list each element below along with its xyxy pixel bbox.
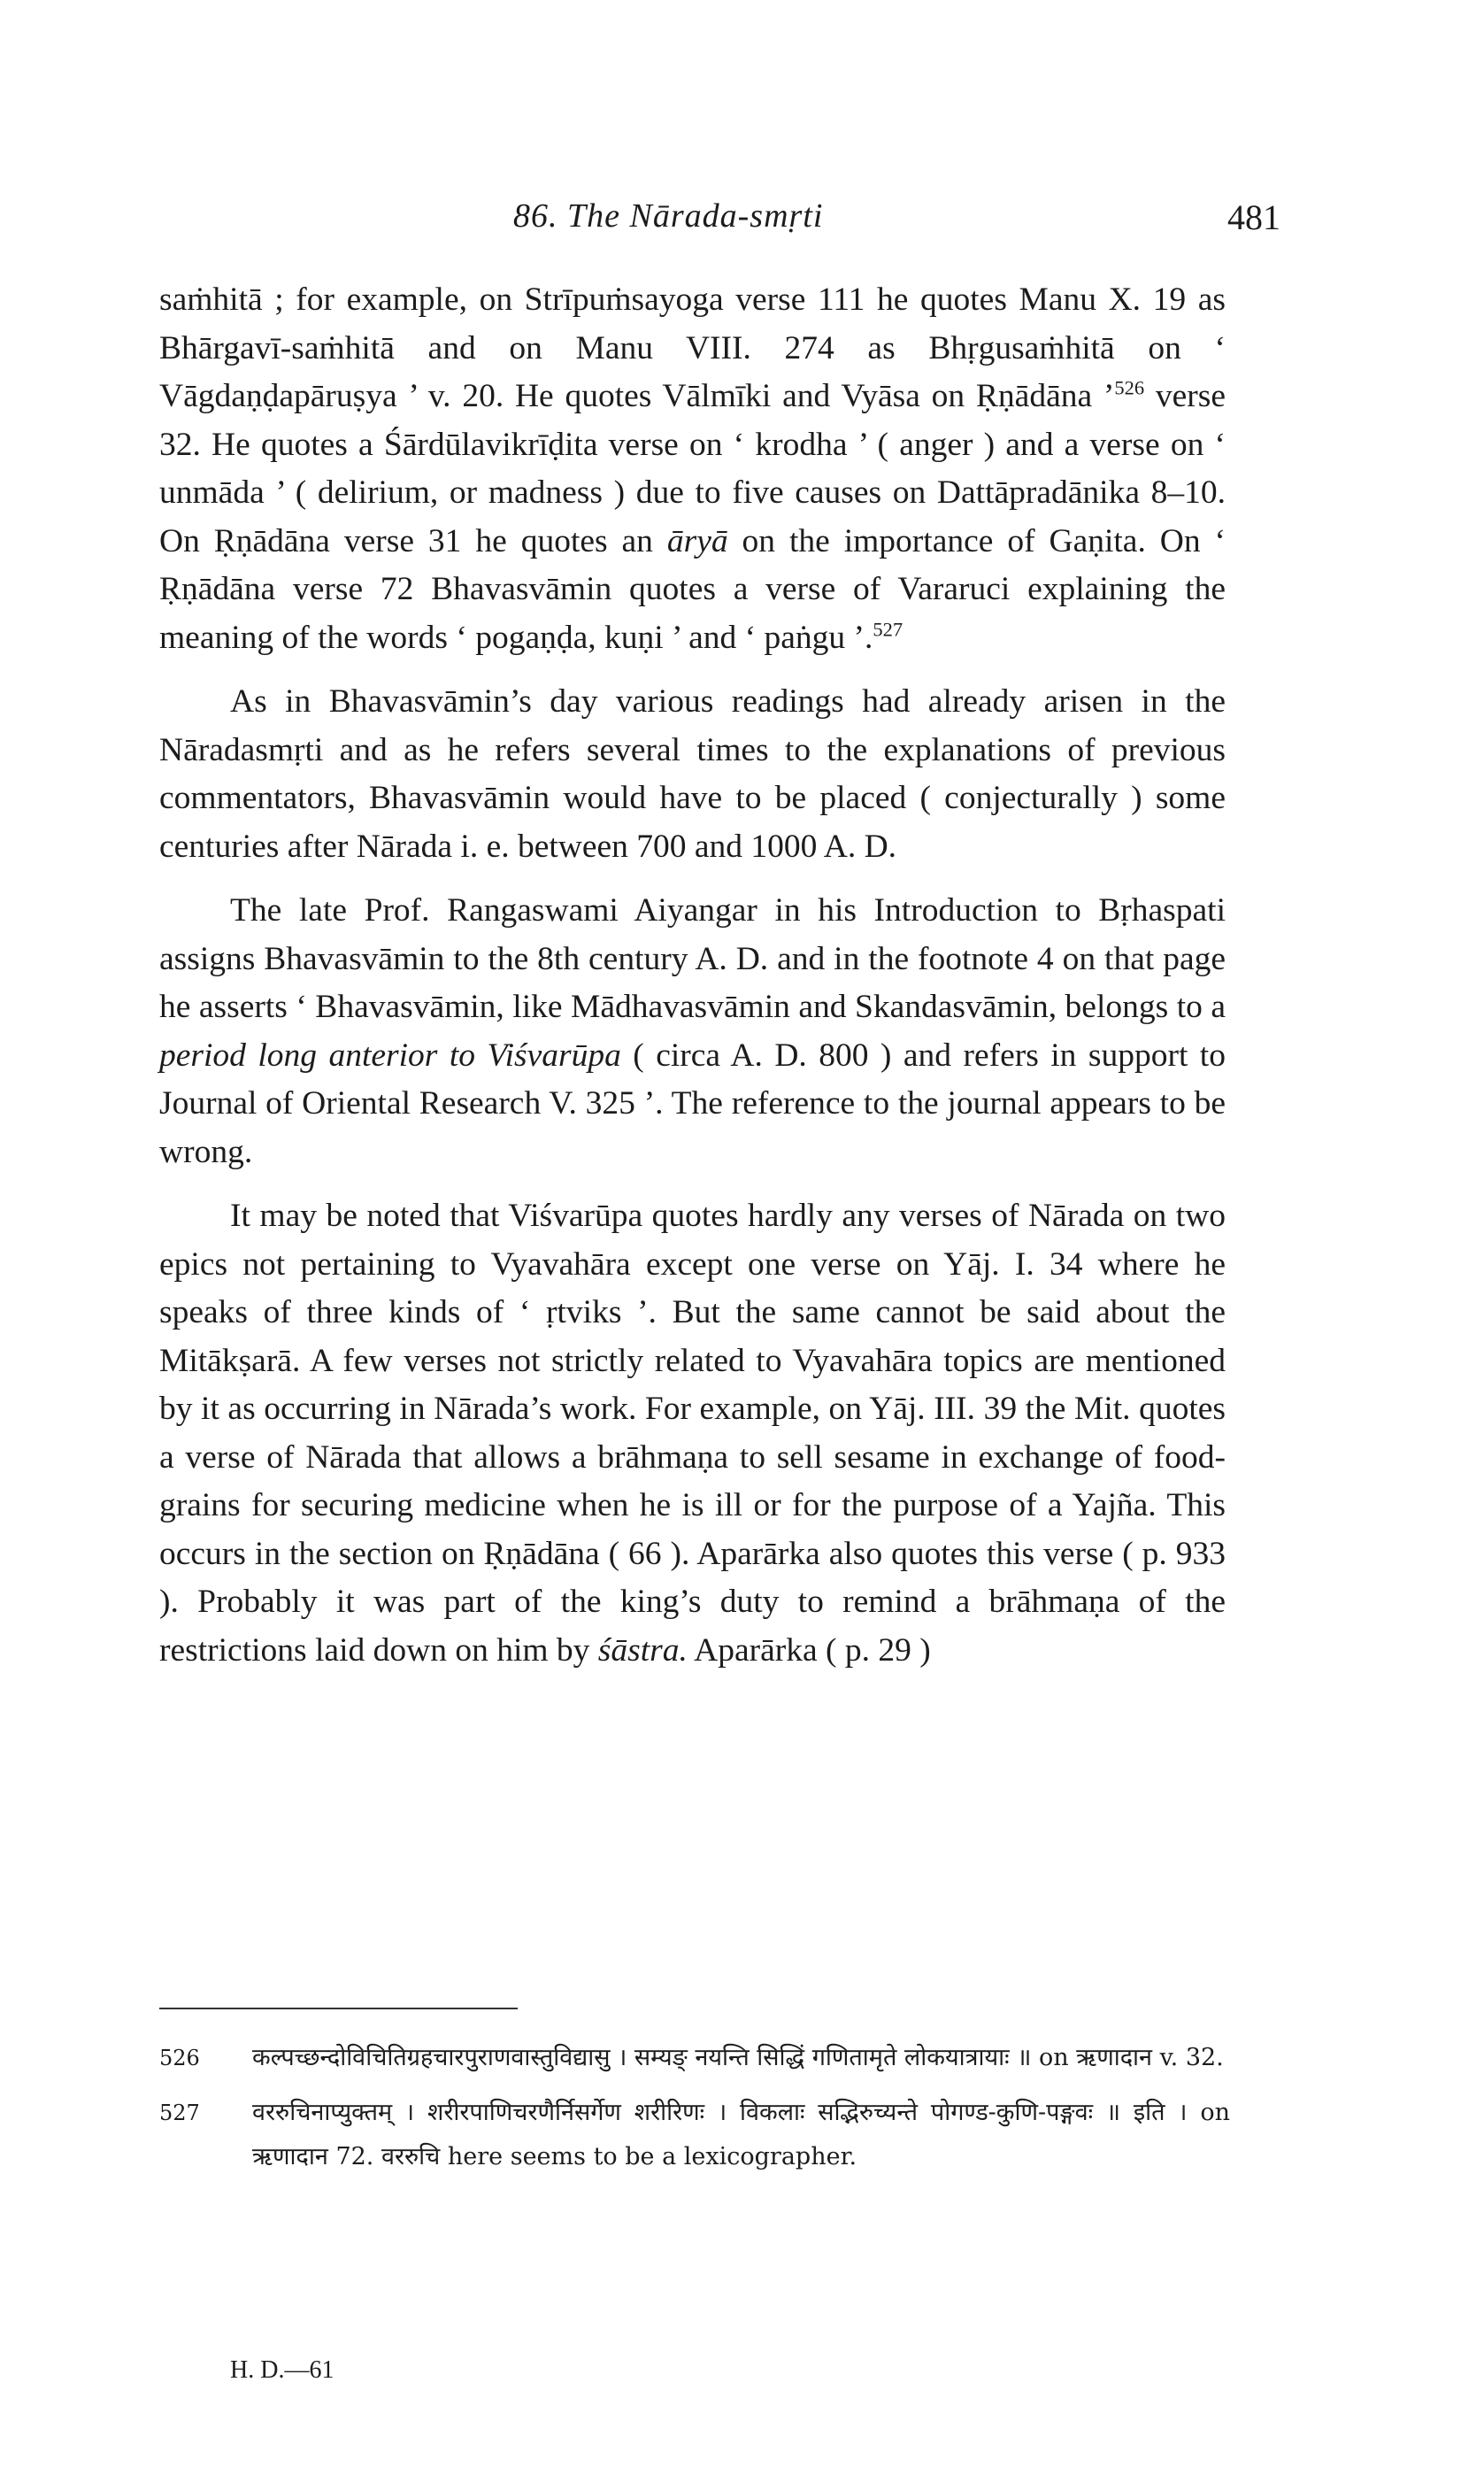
text-run: As in Bhavasvāmin’s day various readings had already arisen in the Nāradasmṛti and as he refers several times to the explanations of previous commentators, Bhavasvāmin would have to be placed ( conjecturally ) some centuries after Nārada i. e. between 700 and 1000 A. D.: [159, 683, 1226, 865]
text-run: ( circa A. D. 800 ) and refers in support to Journal of Oriental Research V. 325 ’. The reference to the journal appears to be wrong.: [159, 1037, 1226, 1170]
footnote-number: 527: [159, 2101, 200, 2125]
italic-text: period long anterior to Viśvarūpa: [159, 1037, 621, 1074]
footnote-number: 526: [159, 2046, 200, 2070]
footnote-text: [252, 2091, 1230, 2179]
paragraph: [159, 276, 1226, 662]
page-number: 481: [1227, 197, 1280, 237]
footnote-text: [252, 2036, 1230, 2080]
text-run: saṁhitā ; for example, on Strīpuṁsayoga verse 111 he quotes Manu X. 19 as Bhārgavī-saṁhitā and on Manu VIII. 274 as Bhṛgusaṁhitā on ‘ Vāgdaṇḍapāruṣya ’ v. 20. He quotes Vālmīki and Vyāsa on Ṛṇādāna ’: [159, 281, 1226, 414]
signature-mark: H. D.—61: [230, 2356, 334, 2384]
running-header: [159, 197, 1280, 246]
paragraph: [159, 887, 1226, 1176]
body-text: [159, 276, 1226, 1691]
text-run: The late Prof. Rangaswami Aiyangar in his Introduction to Bṛhaspati assigns Bhavasvāmin to the 8th century A. D. and in the footnote 4 on that page he asserts ‘ Bhavasvāmin, like Mādhavasvāmin and Skandasvāmin, belongs to a: [159, 892, 1226, 1025]
footnotes: [159, 2036, 1230, 2190]
text-run: Aparārka ( p. 29 ): [687, 1631, 931, 1669]
italic-text: āryā: [666, 522, 728, 559]
paragraph: [159, 678, 1226, 871]
footnote: [159, 2036, 1230, 2080]
running-title: 86. The Nārada-smṛti: [513, 197, 824, 235]
text-run: वररुचिनाप्युक्तम् । शरीरपाणिचरणैर्निसर्गेण शरीरिणः । विकलाः सद्भिरुच्यन्ते पोगण्ड-कुणि-पङ्गवः ॥ इति । on ऋणादान 72. वररुचि here seems to be a lexicographer.: [252, 2099, 1230, 2170]
footnote: [159, 2091, 1230, 2179]
footnote-divider: [159, 2008, 518, 2009]
text-run: verse 32. He quotes a Śārdūlavikrīḍita verse on ‘ krodha ’ ( anger ) and a verse on ‘ unmāda ’ ( delirium, or madness ) due to five causes on Dattāpradānika 8–10. On Ṛṇādāna verse 31 he quotes an: [159, 378, 1226, 559]
italic-text: śāstra.: [597, 1631, 688, 1669]
text-run: कल्पच्छन्दोविचितिग्रहचारपुराणवास्तुविद्यासु । सम्यङ् नयन्ति सिद्धिं गणितामृते लोकयात्रायाः ॥ on ऋणादान v. 32.: [252, 2044, 1224, 2071]
footnote-ref: 526: [1114, 376, 1145, 399]
footnote-ref: 527: [873, 618, 903, 640]
paragraph: [159, 1192, 1226, 1675]
text-run: It may be noted that Viśvarūpa quotes hardly any verses of Nārada on two epics not pertaining to Vyavahāra except one verse on Yāj. I. 34 where he speaks of three kinds of ‘ ṛtviks ’. But the same cannot be said about the Mitākṣarā. A few verses not strictly related to Vyavahāra topics are mentioned by it as occurring in Nārada’s work. For example, on Yāj. III. 39 the Mit. quotes a verse of Nārada that allows a brāhmaṇa to sell sesame in exchange of food-grains for securing medicine when he is ill or for the purpose of a Yajña. This occurs in the section on Ṛṇādāna ( 66 ). Aparārka also quotes this verse ( p. 933 ). Probably it was part of the king’s duty to remind a brāhmaṇa of the restrictions laid down on him by: [159, 1198, 1226, 1669]
text-run: on the importance of Gaṇita. On ‘ Ṛṇādāna verse 72 Bhavasvāmin quotes a verse of Vararuci explaining the meaning of the words ‘ pogaṇḍa, kuṇi ’ and ‘ paṅgu ’.: [159, 522, 1226, 656]
